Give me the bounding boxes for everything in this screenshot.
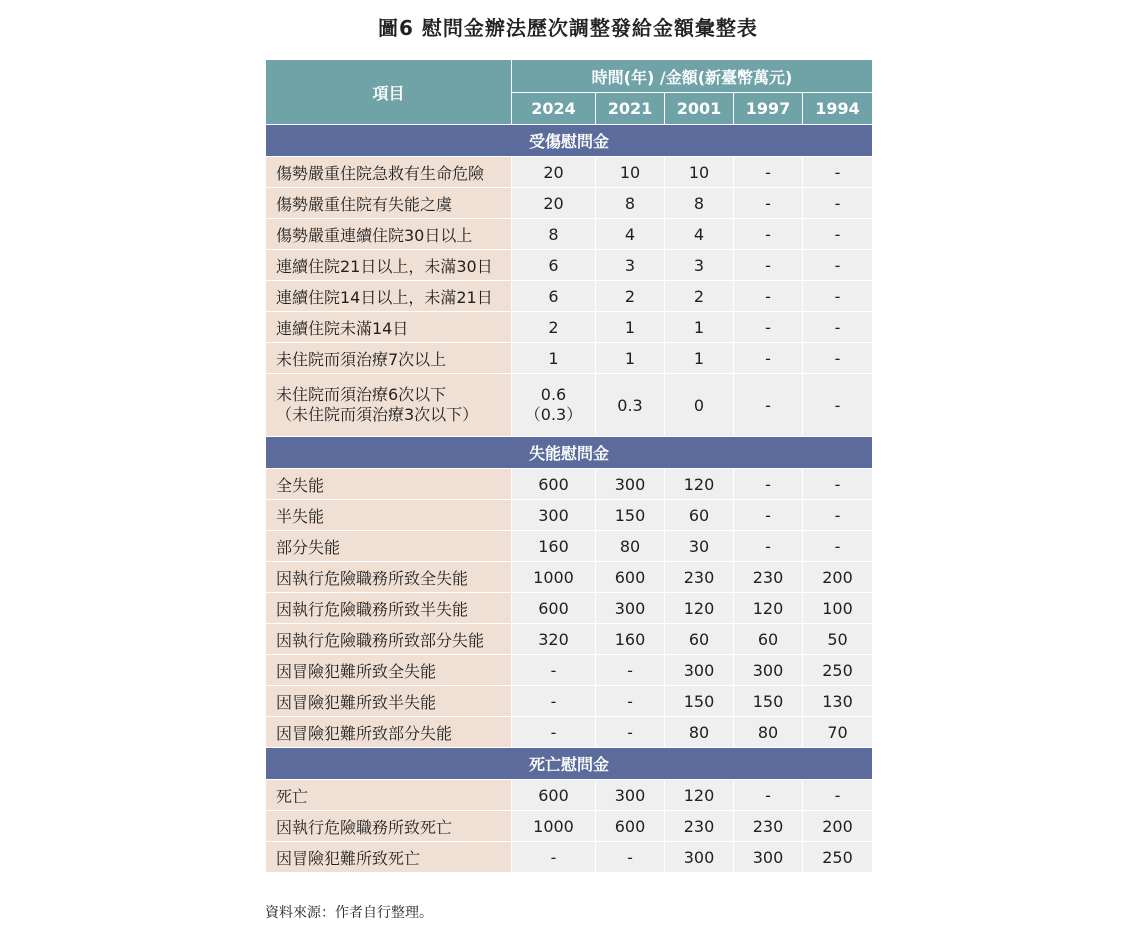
value-cell: -	[734, 312, 803, 343]
value-cell: 600	[512, 780, 596, 811]
table-row	[266, 312, 873, 343]
value-cell: 8	[665, 188, 734, 219]
value-cell: 300	[665, 842, 734, 873]
row-label: 傷勢嚴重住院有失能之虞	[266, 188, 512, 219]
table-row	[266, 250, 873, 281]
value-cell: -	[734, 469, 803, 500]
value-cell: 10	[596, 157, 665, 188]
year-header: 1994	[803, 93, 873, 125]
value-cell: 130	[803, 686, 873, 717]
table-row	[266, 655, 873, 686]
value-cell: -	[803, 219, 873, 250]
compensation-table	[265, 59, 873, 873]
row-label: 因冒險犯難所致半失能	[266, 686, 512, 717]
value-cell: -	[734, 250, 803, 281]
row-label: 死亡	[266, 780, 512, 811]
value-cell: 600	[596, 811, 665, 842]
row-label: 傷勢嚴重住院急救有生命危險	[266, 157, 512, 188]
value-cell: 300	[596, 593, 665, 624]
section-header-row	[266, 437, 873, 469]
value-line: 0.6	[540, 385, 567, 404]
value-cell: 320	[512, 624, 596, 655]
value-cell: -	[596, 717, 665, 748]
row-label: 因冒險犯難所致死亡	[266, 842, 512, 873]
value-cell: -	[803, 343, 873, 374]
table-row	[266, 157, 873, 188]
value-cell: 1	[596, 312, 665, 343]
section-title: 死亡慰問金	[266, 748, 873, 780]
section-title: 受傷慰問金	[266, 125, 873, 157]
value-cell: 230	[665, 562, 734, 593]
value-cell: 300	[734, 655, 803, 686]
value-cell: 80	[734, 717, 803, 748]
value-cell: 6	[512, 250, 596, 281]
value-cell	[512, 374, 596, 437]
value-cell: 30	[665, 531, 734, 562]
table-row	[266, 686, 873, 717]
value-cell: -	[596, 686, 665, 717]
value-cell: 10	[665, 157, 734, 188]
row-label-line: 未住院而須治療6次以下	[276, 385, 447, 404]
value-cell: 60	[665, 624, 734, 655]
row-label: 連續住院14日以上，未滿21日	[266, 281, 512, 312]
value-cell: 60	[665, 500, 734, 531]
value-cell: 3	[596, 250, 665, 281]
value-cell: 600	[512, 593, 596, 624]
value-cell: -	[803, 374, 873, 437]
table-row	[266, 593, 873, 624]
value-cell: 250	[803, 842, 873, 873]
value-cell: 150	[596, 500, 665, 531]
value-cell: -	[734, 780, 803, 811]
value-cell: 300	[596, 780, 665, 811]
value-cell: -	[596, 842, 665, 873]
value-cell: -	[803, 780, 873, 811]
row-label: 半失能	[266, 500, 512, 531]
row-label: 未住院而須治療7次以上	[266, 343, 512, 374]
value-cell: 1	[665, 312, 734, 343]
value-cell: 120	[665, 593, 734, 624]
value-cell: 150	[665, 686, 734, 717]
value-cell: 300	[596, 469, 665, 500]
value-cell: 4	[665, 219, 734, 250]
value-cell: -	[734, 188, 803, 219]
value-cell: -	[512, 717, 596, 748]
row-label: 因執行危險職務所致部分失能	[266, 624, 512, 655]
source-note: 資料來源：作者自行整理。	[265, 905, 433, 921]
value-cell: -	[734, 500, 803, 531]
row-label: 因執行危險職務所致死亡	[266, 811, 512, 842]
value-cell: 80	[596, 531, 665, 562]
value-cell: -	[512, 655, 596, 686]
value-cell: 8	[596, 188, 665, 219]
year-header: 2001	[665, 93, 734, 125]
value-cell: 200	[803, 562, 873, 593]
value-cell: 120	[665, 469, 734, 500]
value-cell: -	[596, 655, 665, 686]
value-cell: -	[803, 531, 873, 562]
table-row	[266, 562, 873, 593]
table-row	[266, 219, 873, 250]
value-cell: -	[803, 469, 873, 500]
value-cell: 50	[803, 624, 873, 655]
value-cell: 120	[665, 780, 734, 811]
year-header: 2021	[596, 93, 665, 125]
row-label: 因執行危險職務所致全失能	[266, 562, 512, 593]
value-cell: 20	[512, 188, 596, 219]
value-cell: 2	[512, 312, 596, 343]
row-label: 傷勢嚴重連續住院30日以上	[266, 219, 512, 250]
value-cell: 2	[596, 281, 665, 312]
year-header: 1997	[734, 93, 803, 125]
value-cell: 8	[512, 219, 596, 250]
table-row	[266, 500, 873, 531]
value-cell: 80	[665, 717, 734, 748]
row-label: 因冒險犯難所致全失能	[266, 655, 512, 686]
table-row	[266, 469, 873, 500]
value-cell: 160	[512, 531, 596, 562]
value-cell: 70	[803, 717, 873, 748]
table-row	[266, 624, 873, 655]
row-label-line: （未住院而須治療3次以下）	[276, 405, 479, 424]
value-cell: -	[512, 686, 596, 717]
section-header-row	[266, 748, 873, 780]
table-row	[266, 188, 873, 219]
value-cell: 300	[665, 655, 734, 686]
row-label	[266, 374, 512, 437]
value-cell: -	[803, 500, 873, 531]
section-title: 失能慰問金	[266, 437, 873, 469]
value-cell: 300	[512, 500, 596, 531]
value-cell: -	[734, 219, 803, 250]
value-cell: 6	[512, 281, 596, 312]
table-row	[266, 343, 873, 374]
value-cell: 0	[665, 374, 734, 437]
value-cell: 300	[734, 842, 803, 873]
value-cell: 1000	[512, 562, 596, 593]
row-label: 部分失能	[266, 531, 512, 562]
value-cell: -	[803, 157, 873, 188]
row-label: 因執行危險職務所致半失能	[266, 593, 512, 624]
row-label: 因冒險犯難所致部分失能	[266, 717, 512, 748]
table-row	[266, 811, 873, 842]
value-cell: 250	[803, 655, 873, 686]
value-line: （0.3）	[524, 405, 583, 424]
value-cell: 4	[596, 219, 665, 250]
value-cell: 160	[596, 624, 665, 655]
section-header-row	[266, 125, 873, 157]
value-cell: 120	[734, 593, 803, 624]
value-cell: 230	[734, 562, 803, 593]
value-cell: 1000	[512, 811, 596, 842]
value-cell: 600	[596, 562, 665, 593]
value-cell: -	[803, 281, 873, 312]
value-cell: -	[734, 343, 803, 374]
row-label: 全失能	[266, 469, 512, 500]
table-row	[266, 780, 873, 811]
value-cell: 100	[803, 593, 873, 624]
item-column-header: 項目	[266, 60, 512, 125]
row-label: 連續住院未滿14日	[266, 312, 512, 343]
value-cell: 20	[512, 157, 596, 188]
value-cell: -	[803, 250, 873, 281]
value-cell: 60	[734, 624, 803, 655]
value-cell: -	[734, 531, 803, 562]
value-cell: 2	[665, 281, 734, 312]
table-row	[266, 374, 873, 437]
table-row	[266, 531, 873, 562]
value-cell: 1	[596, 343, 665, 374]
value-cell: -	[734, 157, 803, 188]
row-label: 連續住院21日以上，未滿30日	[266, 250, 512, 281]
value-cell: 1	[512, 343, 596, 374]
value-cell: 600	[512, 469, 596, 500]
value-cell: -	[734, 281, 803, 312]
value-cell: 200	[803, 811, 873, 842]
year-header: 2024	[512, 93, 596, 125]
value-cell: 230	[734, 811, 803, 842]
table-row	[266, 842, 873, 873]
value-cell: 230	[665, 811, 734, 842]
amount-group-header: 時間(年) /金額(新臺幣萬元)	[512, 60, 873, 93]
value-cell: -	[803, 312, 873, 343]
value-cell: 0.3	[596, 374, 665, 437]
value-cell: 150	[734, 686, 803, 717]
table-row	[266, 717, 873, 748]
value-cell: -	[734, 374, 803, 437]
value-cell: -	[803, 188, 873, 219]
table-row	[266, 281, 873, 312]
figure-title: 圖6 慰問金辦法歷次調整發給金額彙整表	[378, 16, 758, 40]
value-cell: 3	[665, 250, 734, 281]
value-cell: -	[512, 842, 596, 873]
value-cell: 1	[665, 343, 734, 374]
